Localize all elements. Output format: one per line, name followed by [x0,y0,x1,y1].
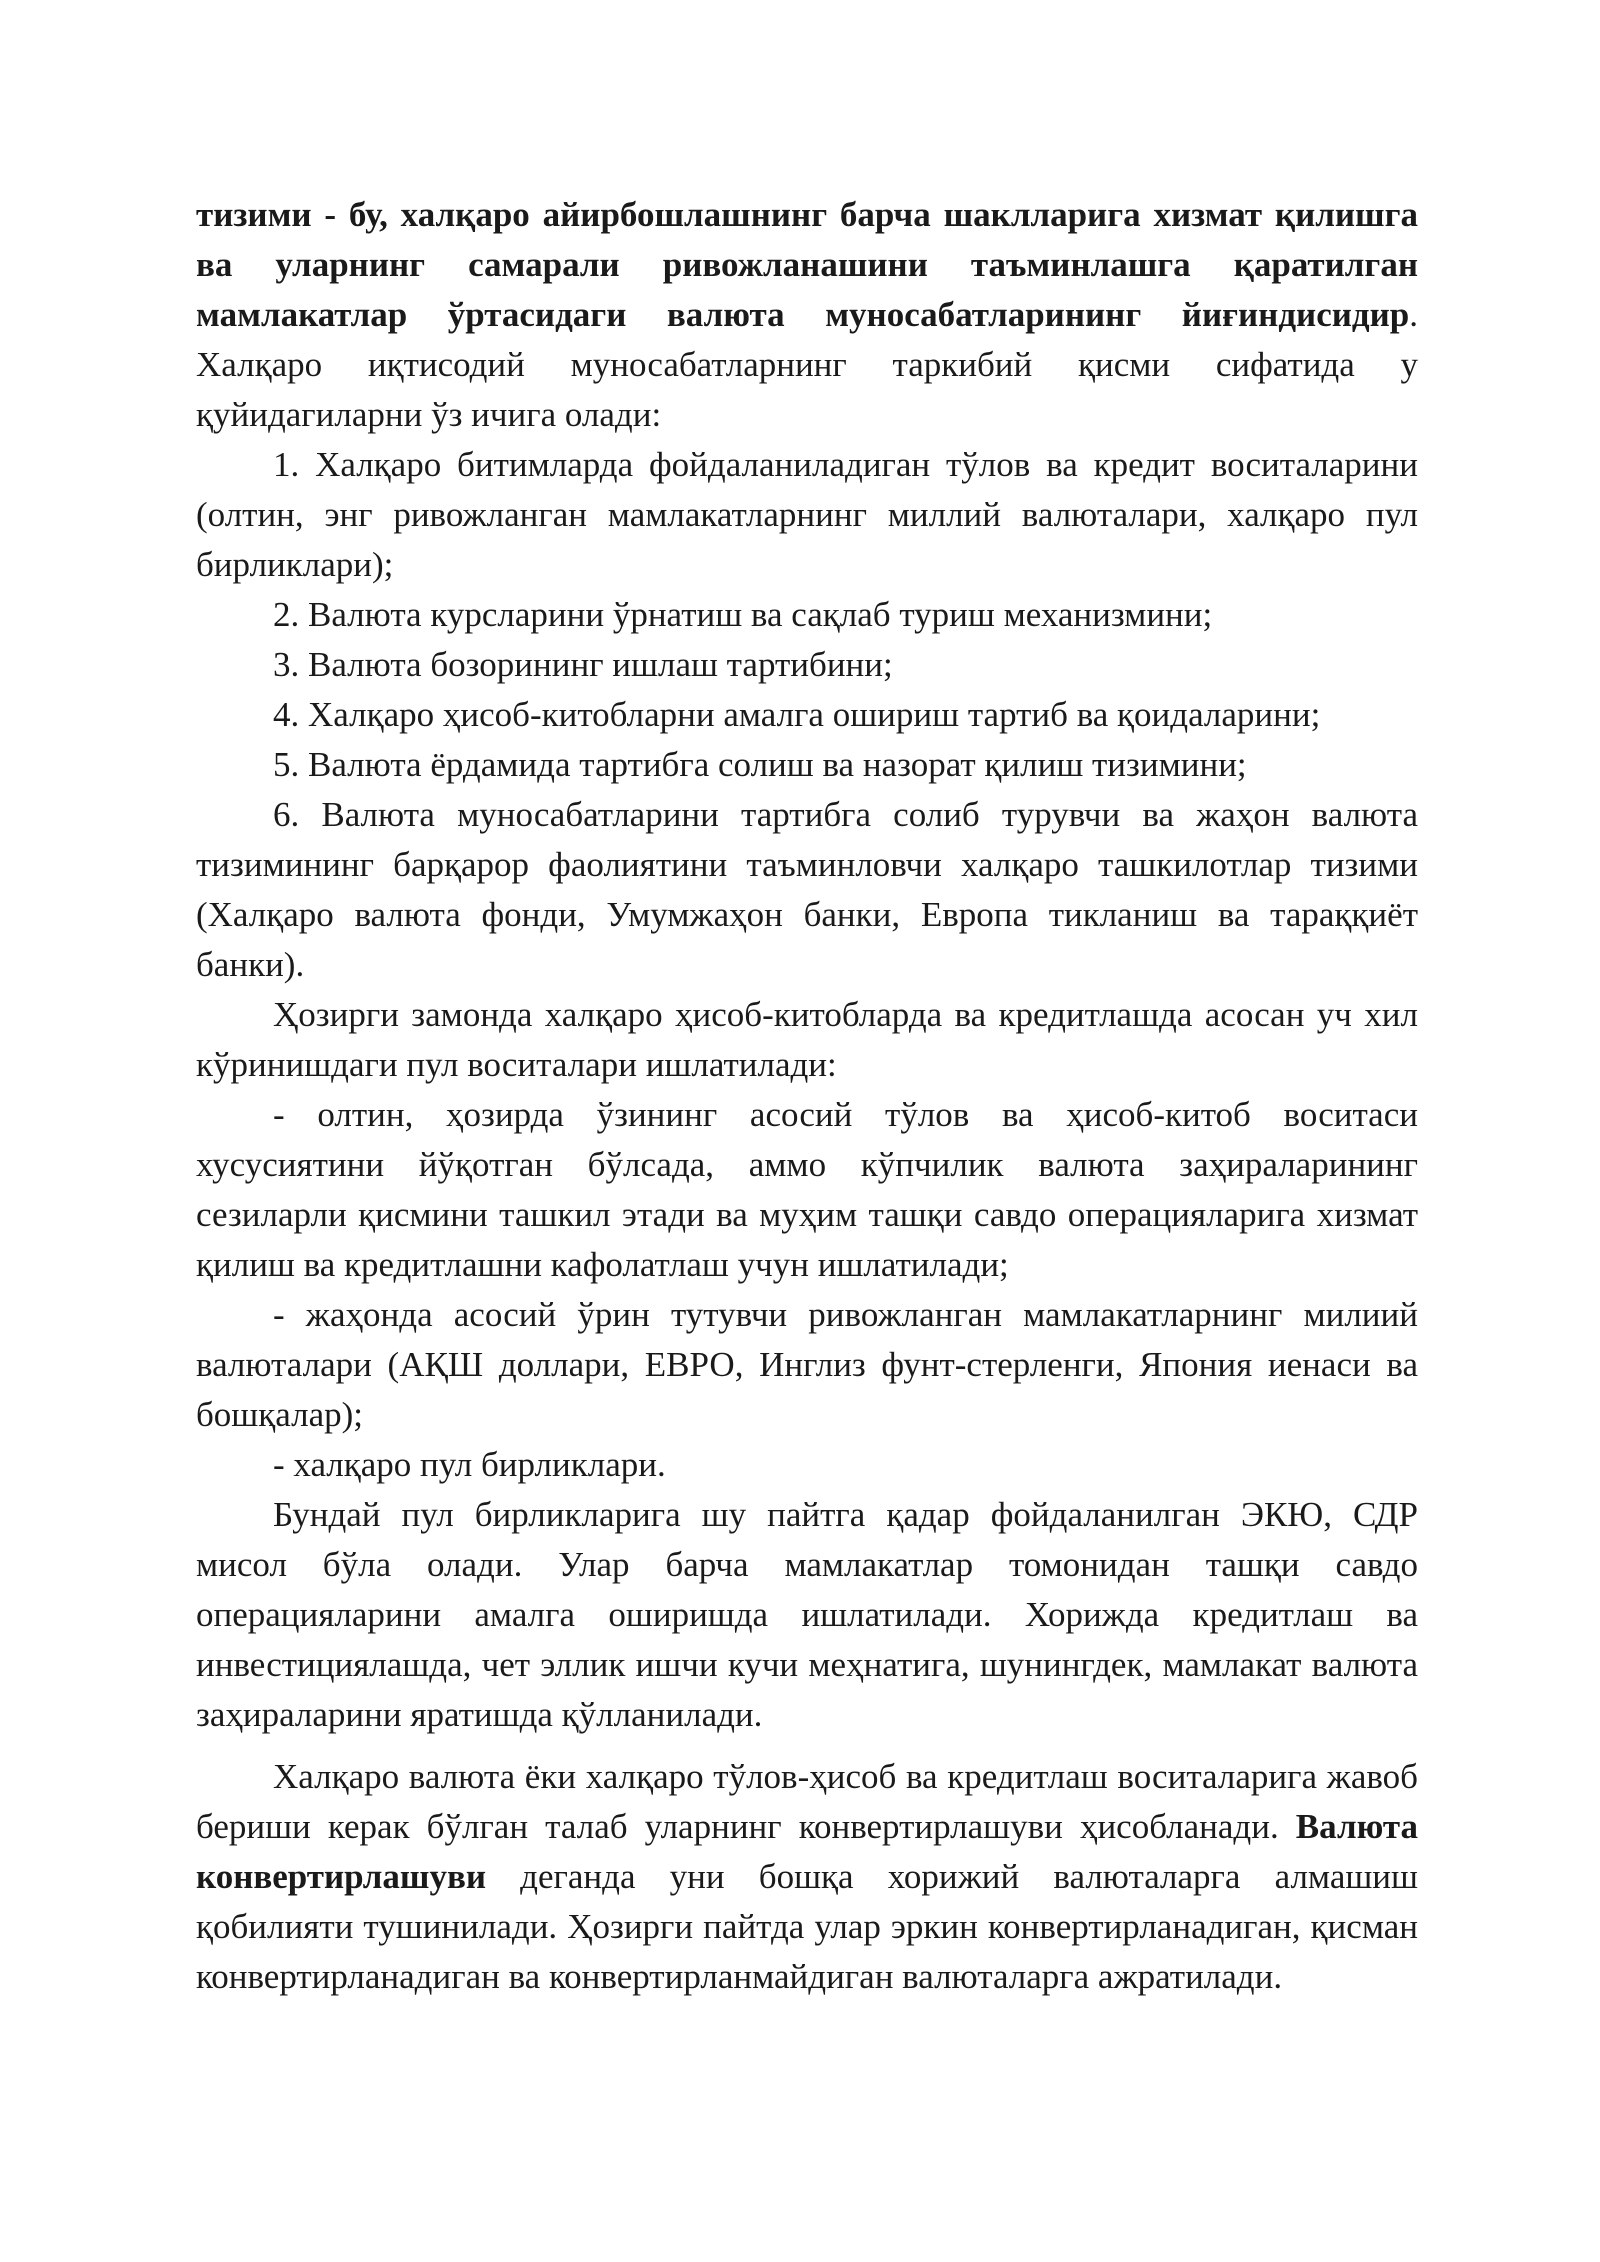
convertibility-text-1: Халқаро валюта ёки халқаро тўлов-ҳисоб ва кредитлаш воситаларига жавоб бериши керак бўлган талаб уларнинг конвертирлашуви ҳисобланади. [196,1757,1418,1846]
list-item-3: 3. Валюта бозорининг ишлаш тартибини; [273,645,893,684]
convertibility-text-2: деганда уни бошқа хорижий валюталарга алмашиш қобилияти тушинилади. Ҳозирги пайтда улар эркин конвертирланадиган, қисман конвертирланадиган ва конвертирланмайдиган валюталарга ажратилади. [196,1857,1418,1996]
definition-bold-text: тизими - бу, халқаро айирбошлашнинг барча шаклларига хизмат қилишга ва уларнинг самарали ривожланашини таъминлашга қаратилган мамлакатлар ўртасидаги валюта муносабатларининг йиғиндисидир [196,195,1418,334]
list-item-4: 4. Халқаро ҳисоб-китобларни амалга ошириш тартиб ва қоидаларини; [273,695,1321,734]
definition-text: . Халқаро иқтисодий муносабатларнинг таркибий қисми сифатида у қуйидагиларни ўз ичига олади: [196,295,1418,434]
document-page [196,190,1418,2002]
dash-item-gold: - олтин, ҳозирда ўзининг асосий тўлов ва ҳисоб-китоб воситаси хусусиятини йўқотган бўлсада, аммо кўпчилик валюта заҳираларининг сезиларли қисмини ташкил этади ва муҳим ташқи савдо операцияларига хизмат қилиш ва кредитлашни кафолатлаш учун ишлатилади; [196,1095,1418,1284]
paragraph-money-types: Ҳозирги замонда халқаро ҳисоб-китобларда ва кредитлашда асосан уч хил кўринишдаги пул воситалари ишлатилади: [196,995,1418,1084]
list-item-6: 6. Валюта муносабатларини тартибга солиб турувчи ва жаҳон валюта тизимининг барқарор фаолиятини таъминловчи халқаро ташкилотлар тизими (Халқаро валюта фонди, Умумжаҳон банки, Европа тикланиш ва тараққиёт банки). [196,795,1418,984]
dash-item-national-currencies: - жаҳонда асосий ўрин тутувчи ривожланган мамлакатларнинг милиий валюталари (АҚШ доллари, ЕВРО, Инглиз фунт-стерленги, Япония иенаси ва бошқалар); [196,1295,1418,1434]
dash-item-money-units: - халқаро пул бирликлари. [273,1445,666,1484]
paragraph-definition [196,190,1418,440]
list-item-2: 2. Валюта курсларини ўрнатиш ва сақлаб туриш механизмини; [273,595,1213,634]
paragraph-convertibility [196,1752,1418,2002]
list-item-1: 1. Халқаро битимларда фойдаланиладиган тўлов ва кредит воситаларини (олтин, энг ривожланган мамлакатларнинг миллий валюталари, халқаро пул бирликлари); [196,445,1418,584]
paragraph-ecu-sdr: Бундай пул бирликларига шу пайтга қадар фойдаланилган ЭКЮ, СДР мисол бўла олади. Улар барча мамлакатлар томонидан ташқи савдо операцияларини амалга оширишда ишлатилади. Хорижда кредитлаш ва инвестициялашда, чет эллик ишчи кучи меҳнатига, шунингдек, мамлакат валюта заҳираларини яратишда қўлланилади. [196,1495,1418,1734]
convertibility-bold-text: Валюта конвертирлашуви [196,1807,1418,1896]
list-item-5: 5. Валюта ёрдамида тартибга солиш ва назорат қилиш тизимини; [273,745,1247,784]
